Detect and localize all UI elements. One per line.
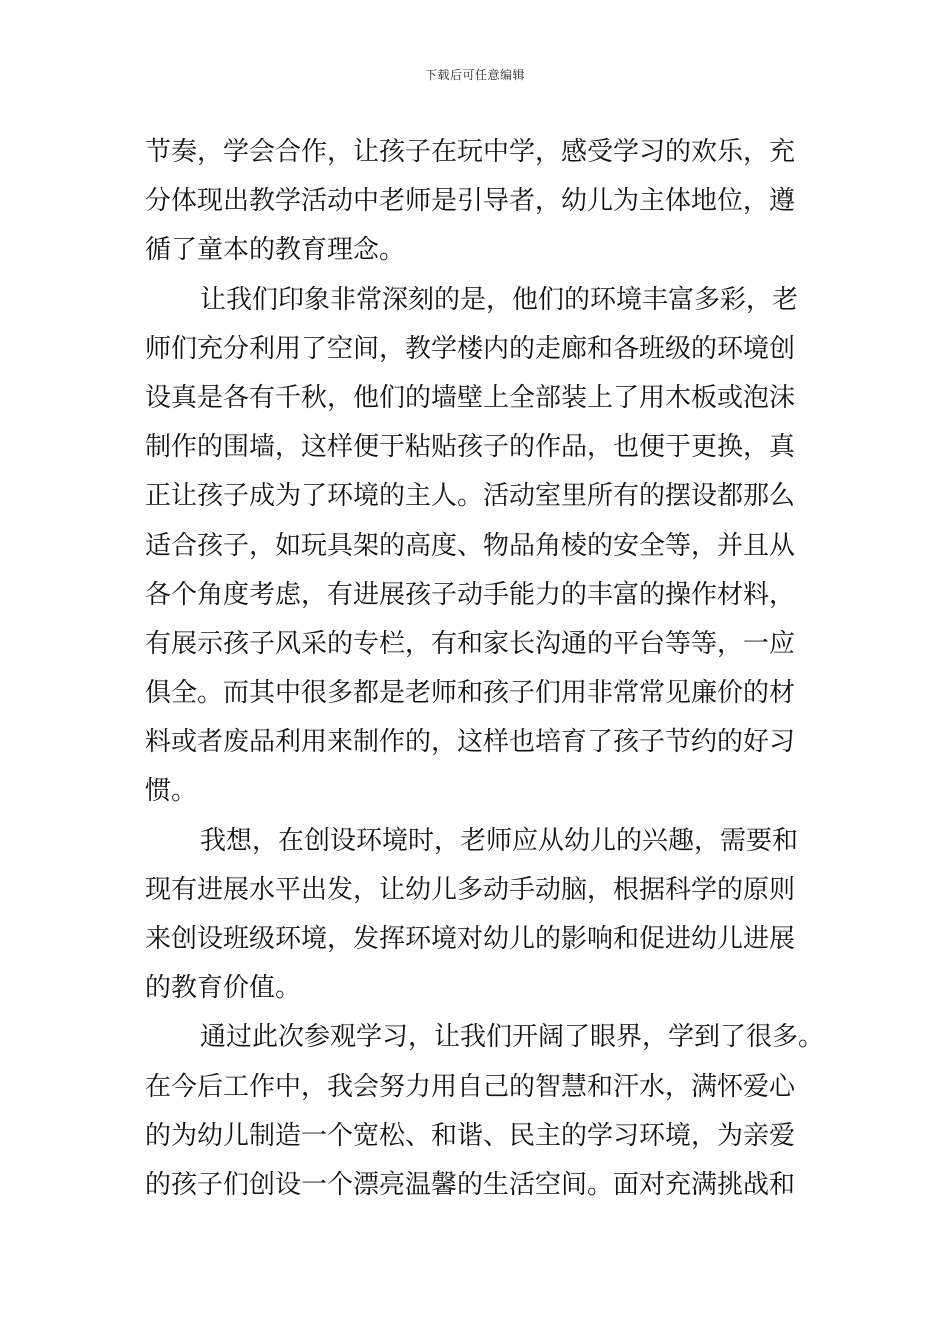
text-line: 的孩子们创设一个漂亮温馨的生活空间。面对充满挑战和: [145, 1169, 796, 1200]
text-line: 正让孩子成为了环境的主人。活动室里所有的摆设都那么: [145, 481, 796, 512]
text-line: 我想，在创设环境时，老师应从幼儿的兴趣，需要和: [200, 825, 799, 856]
text-line: 的为幼儿制造一个宽松、和谐、民主的学习环境，为亲爱: [145, 1120, 796, 1151]
text-line: 循了童本的教育理念。: [145, 235, 406, 266]
text-line: 设真是各有千秋，他们的墙壁上全部装上了用木板或泡沫: [145, 382, 796, 413]
text-line: 分体现出教学活动中老师是引导者，幼儿为主体地位，遵: [145, 186, 796, 217]
text-line: 料或者废品利用来制作的，这样也培育了孩子节约的好习: [145, 727, 796, 758]
text-line: 师们充分利用了空间，教学楼内的走廊和各班级的环境创: [145, 333, 796, 364]
text-line: 现有进展水平出发，让幼儿多动手动脑，根据科学的原则: [145, 874, 796, 905]
text-line: 俱全。而其中很多都是老师和孩子们用非常常见廉价的材: [145, 678, 796, 709]
text-line: 制作的围墙，这样便于粘贴孩子的作品，也便于更换，真: [145, 432, 796, 463]
body-text: [145, 128, 825, 1210]
text-line: 通过此次参观学习，让我们开阔了眼界，学到了很多。: [200, 1022, 825, 1053]
text-line: 的教育价值。: [145, 973, 302, 1004]
text-line: 在今后工作中，我会努力用自己的智慧和汗水，满怀爱心: [145, 1071, 796, 1102]
text-line: 节奏，学会合作，让孩子在玩中学，感受学习的欢乐，充: [145, 137, 796, 167]
text-line: 有展示孩子风采的专栏，有和家长沟通的平台等等，一应: [145, 628, 796, 659]
text-line: 来创设班级环境，发挥环境对幼儿的影响和促进幼儿进展: [145, 924, 796, 954]
text-line: 适合孩子，如玩具架的高度、物品角棱的安全等，并且从: [145, 530, 796, 561]
page-header: 下载后可任意编辑: [424, 68, 525, 82]
text-line: 各个角度考虑，有进展孩子动手能力的丰富的操作材料，: [145, 579, 796, 610]
text-line: 让我们印象非常深刻的是，他们的环境丰富多彩，老: [200, 284, 799, 315]
text-line: 惯。: [145, 776, 198, 807]
